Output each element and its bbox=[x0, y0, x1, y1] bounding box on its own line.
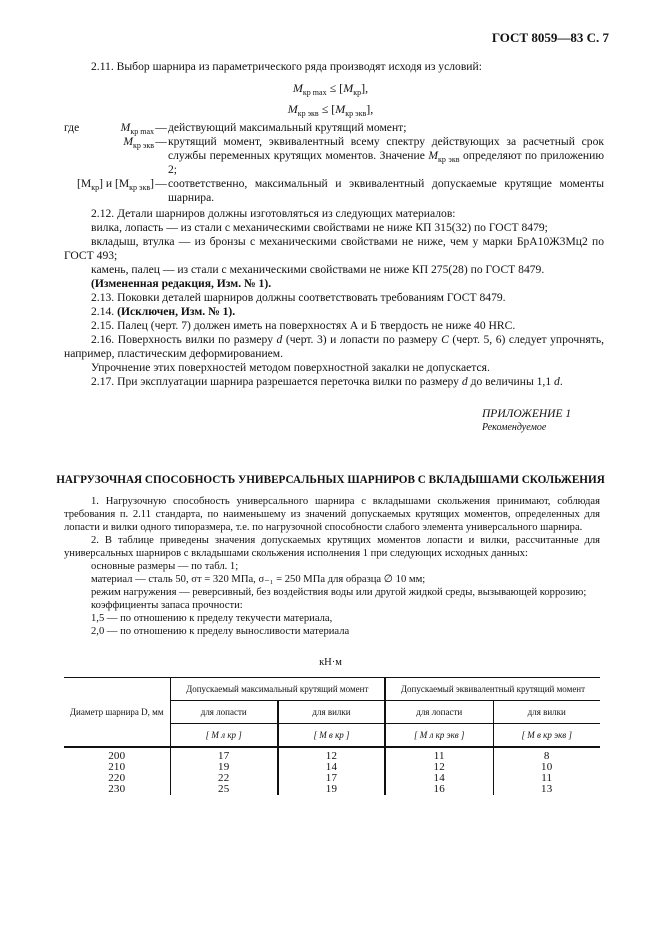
symbol-max-blade: [ M л кр ] bbox=[170, 724, 278, 748]
header-eq-blade: для лопасти bbox=[385, 701, 493, 724]
table-row: 220 22 17 14 11 bbox=[64, 773, 600, 784]
symbol-max-fork: [ M в кр ] bbox=[278, 724, 385, 748]
header-max-blade: для лопасти bbox=[170, 701, 278, 724]
table-row: 230 25 19 16 13 bbox=[64, 784, 600, 795]
table-row: 200 17 12 11 8 bbox=[64, 747, 600, 762]
symbol-eq-fork: [ M в кр экв ] bbox=[493, 724, 600, 748]
formula-max: $M_{кр max} \le [M_{кр}]$, bbox=[292, 81, 369, 97]
torque-table bbox=[64, 677, 600, 795]
clause-2-12: 2.12. Детали шарниров должны изготовляться из следующих материалов: вилка, лопасть — из стали с механическими свойствами не ниже КП 315(32) по ГОСТ 8479; вкладыш, втулка — из бронзы с механическими свойствами не ниже, чем у марки БрА10Ж3Мц2 по ГОСТ 493; камень, палец — из стали с механическими свойствами не ниже КП 275(28) по ГОСТ 8479. (Измененная редакция, Изм. № 1). 2.13. Поковки деталей шарниров должны соответствовать требованиям ГОСТ 8479. 2.14. (Исключен, Изм. № 1). 2.15. Палец (черт. 7) должен иметь на поверхностях А и Б твердость не ниже 40 HRC. 2.16. Поверхность вилки по размеру d (черт. 3) и лопасти по размеру C (черт. 5, 6) следует упрочнять, например, пластическим деформированием. Упрочнение этих поверхностей методом поверхностной закалки не допускается. 2.17. При эксплуатации шарнира разрешается переточка вилки по размеру d до величины 1,1 d. bbox=[64, 207, 605, 388]
appendix-label: ПРИЛОЖЕНИЕ 1 Рекомендуемое bbox=[482, 408, 572, 433]
clause-2-16: 2.16. Поверхность вилки по размеру d (черт. 3) и лопасти по размеру C (черт. 5, 6) следует упрочнять, например, пластическим деформированием. bbox=[64, 333, 605, 360]
amendment-note: (Измененная редакция, Изм. № 1). bbox=[91, 277, 272, 290]
clause-2-13: 2.13. Поковки деталей шарниров должны соответствовать требованиям ГОСТ 8479. bbox=[91, 291, 506, 304]
formula-equivalent: $M_{кр экв} \le [M_{кр экв}]$, bbox=[287, 102, 374, 118]
appendix-body: 1. Нагрузочную способность универсального шарнира с вкладышами скольжения принимают, соблюдая требования п. 2.11 стандарта, по наименьшему из значений допускаемых крутящих моментов, определенных для лопасти и вилки одного типоразмера, т.е. по нагрузочной способности слабого элемента универсального шарнира. 2. В таблице приведены значения допускаемых крутящих моментов лопасти и вилки, рассчитанные для универсальных шарниров с вкладышами скольжения исполнения 1 при следующих исходных данных: основные размеры — по табл. 1; материал — сталь 50, σт = 320 МПа, σ₋₁ = 250 МПа для образца ∅ 10 мм; режим нагружения — реверсивный, без воздействия воды или другой жидкой среды, вызывающей коррозию; коэффициенты запаса прочности: 1,5 — по отношению к пределу текучести материала, 2,0 — по отношению к пределу выносливости материала bbox=[64, 496, 600, 637]
table-unit: кН·м bbox=[319, 657, 342, 668]
clause-2-17: 2.17. При эксплуатации шарнира разрешается переточка вилки по размеру d до величины 1,1 d. bbox=[91, 375, 563, 388]
clause-2-14: 2.14. (Исключен, Изм. № 1). bbox=[91, 305, 236, 318]
where-label: где bbox=[64, 121, 80, 134]
clause-2-11-intro: 2.11. Выбор шарнира из параметрического ряда производят исходя из условий: bbox=[91, 60, 482, 73]
definition-allowable: $[M_{кр}]$ и $[M_{кр экв}]$ — соответственно, максимальный и эквивалентный допускаемые крутящие моменты шарнира. bbox=[77, 177, 604, 204]
header-eq-fork: для вилки bbox=[493, 701, 600, 724]
header-group-max: Допускаемый максимальный крутящий момент bbox=[170, 678, 385, 701]
header-diameter: Диаметр шарнира D, мм bbox=[64, 678, 170, 748]
header-max-fork: для вилки bbox=[278, 701, 385, 724]
table-row: 210 19 14 12 10 bbox=[64, 762, 600, 773]
definition-equivalent: $M_{кр экв}$ — крутящий момент, эквивалентный всему спектру действующих за расчетный срок службы переменных крутящих моментов. Значение $M_{кр экв}$ определяют по приложению 2; bbox=[123, 135, 604, 176]
clause-2-15: 2.15. Палец (черт. 7) должен иметь на поверхностях А и Б твердость не ниже 40 HRC. bbox=[91, 319, 516, 332]
page-header: ГОСТ 8059—83 С. 7 bbox=[491, 30, 609, 45]
definition-max: $M_{кр max}$ — действующий максимальный крутящий момент; bbox=[120, 121, 407, 136]
appendix-title: НАГРУЗОЧНАЯ СПОСОБНОСТЬ УНИВЕРСАЛЬНЫХ ШАРНИРОВ С ВКЛАДЫШАМИ СКОЛЬЖЕНИЯ bbox=[56, 474, 605, 486]
symbol-eq-blade: [ M л кр экв ] bbox=[385, 724, 493, 748]
definitions-list bbox=[64, 121, 604, 205]
header-group-equivalent: Допускаемый эквивалентный крутящий момент bbox=[385, 678, 600, 701]
